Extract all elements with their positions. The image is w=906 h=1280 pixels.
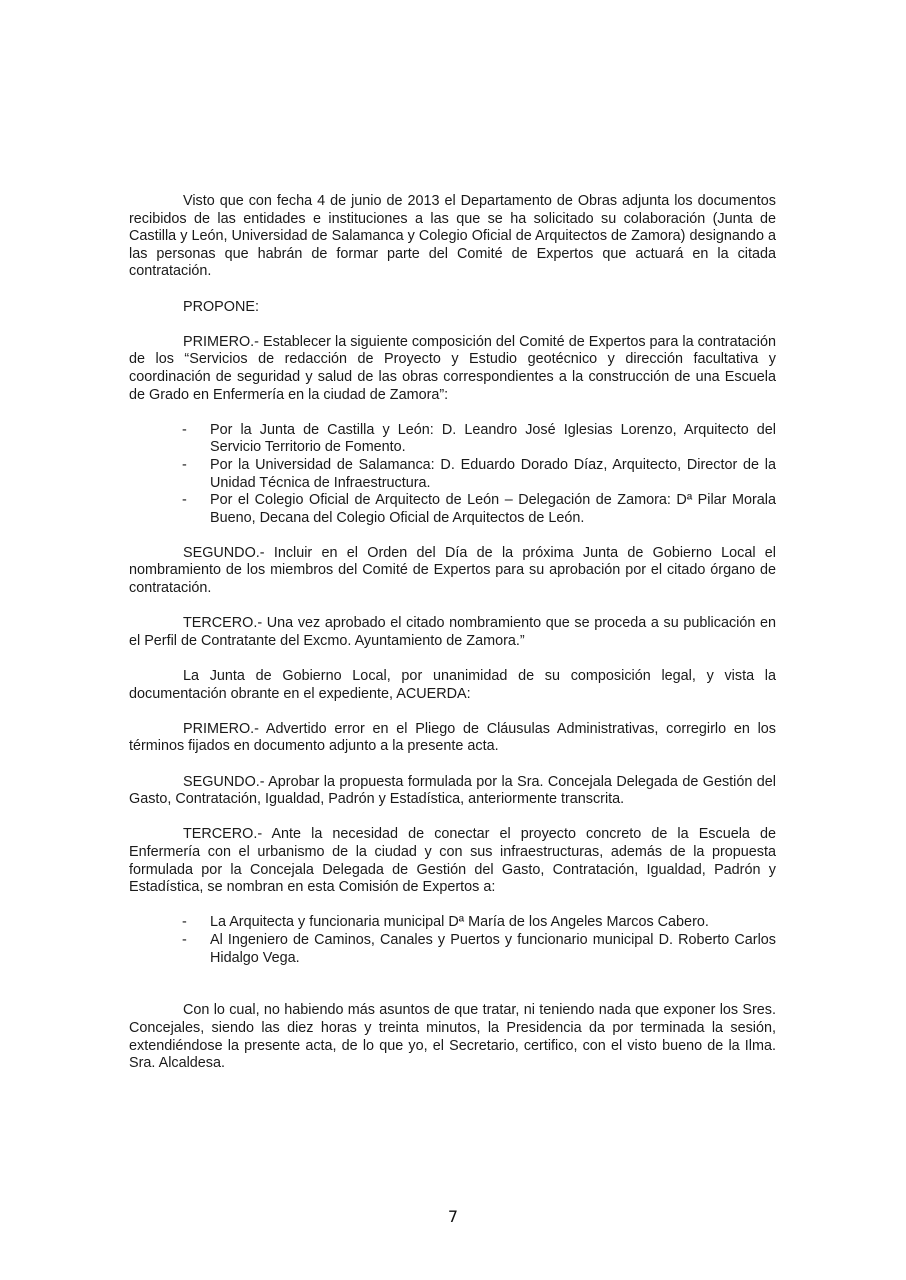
list-item-text: Al Ingeniero de Caminos, Canales y Puertos y funcionario municipal D. Roberto Carlos Hidalgo Vega. xyxy=(210,931,776,966)
paragraph-acuerda-tercero: TERCERO.- Ante la necesidad de conectar el proyecto concreto de la Escuela de Enfermería con el urbanismo de la ciudad y con sus infraestructuras, además de la propuesta formulada por la Concejala Delegada de Gestión del Gasto, Contratación, Igualdad, Padrón y Estadística, se nombran en esta Comisión de Expertos a: xyxy=(129,826,776,896)
paragraph-junta: La Junta de Gobierno Local, por unanimidad de su composición legal, y vista la documentación obrante en el expediente, ACUERDA: xyxy=(129,668,776,702)
paragraph-segundo: SEGUNDO.- Incluir en el Orden del Día de la próxima Junta de Gobierno Local el nombramiento de los miembros del Comité de Expertos para su aprobación por el citado órgano de contratación. xyxy=(129,544,776,597)
paragraph-visto: Visto que con fecha 4 de junio de 2013 el Departamento de Obras adjunta los documentos recibidos de las entidades e instituciones a las que se ha solicitado su colaboración (Junta de Castilla y León, Universidad de Salamanca y Colegio Oficial de Arquitectos de Zamora) designando a las personas que habrán de formar parte del Comité de Expertos que actuará en la citada contratación. xyxy=(129,193,776,280)
list-item-text: Por la Universidad de Salamanca: D. Eduardo Dorado Díaz, Arquitecto, Director de la Unidad Técnica de Infraestructura. xyxy=(210,456,776,491)
committee-list xyxy=(129,422,776,528)
list-item xyxy=(129,457,776,492)
list-item xyxy=(129,492,776,527)
paragraph-tercero: TERCERO.- Una vez aprobado el citado nombramiento que se proceda a su publicación en el Perfil de Contratante del Excmo. Ayuntamiento de Zamora.” xyxy=(129,615,776,649)
paragraph-acuerda-primero: PRIMERO.- Advertido error en el Pliego de Cláusulas Administrativas, corregirlo en los términos fijados en documento adjunto a la presente acta. xyxy=(129,720,776,755)
paragraph-acuerda-segundo: SEGUNDO.- Aprobar la propuesta formulada por la Sra. Concejala Delegada de Gestión del Gasto, Contratación, Igualdad, Padrón y Estadística, anteriormente transcrita. xyxy=(129,773,776,808)
list-dash: - xyxy=(182,914,187,931)
list-dash: - xyxy=(182,421,187,438)
commission-list xyxy=(129,914,776,967)
document-body xyxy=(129,193,776,1090)
list-item xyxy=(129,422,776,457)
list-dash: - xyxy=(182,492,187,509)
page-number: 7 xyxy=(447,1207,459,1226)
list-dash: - xyxy=(182,931,187,948)
list-item xyxy=(129,932,776,967)
list-item-text: La Arquitecta y funcionaria municipal Dª María de los Angeles Marcos Cabero. xyxy=(210,914,709,931)
list-item xyxy=(129,914,776,932)
list-item-text: Por el Colegio Oficial de Arquitecto de León – Delegación de Zamora: Dª Pilar Morala Bueno, Decana del Colegio Oficial de Arquitectos de León. xyxy=(210,492,776,526)
paragraph-primero: PRIMERO.- Establecer la siguiente composición del Comité de Expertos para la contratación de los “Servicios de redacción de Proyecto y Estudio geotécnico y dirección facultativa y coordinación de seguridad y salud de las obras correspondientes a la construcción de una Escuela de Grado en Enfermería en la ciudad de Zamora”: xyxy=(129,333,776,403)
list-dash: - xyxy=(182,456,187,473)
blank-line xyxy=(129,985,776,1003)
list-item-text: Por la Junta de Castilla y León: D. Leandro José Iglesias Lorenzo, Arquitecto del Servicio Territorio de Fomento. xyxy=(210,421,776,456)
paragraph-closing: Con lo cual, no habiendo más asuntos de que tratar, ni teniendo nada que exponer los Sres. Concejales, siendo las diez horas y treinta minutos, la Presidencia da por terminada la sesión, extendiéndose la presente acta, de lo que yo, el Secretario, certifico, con el visto bueno de la Ilma. Sra. Alcaldesa. xyxy=(129,1002,776,1072)
paragraph-propone: PROPONE: xyxy=(183,298,259,315)
